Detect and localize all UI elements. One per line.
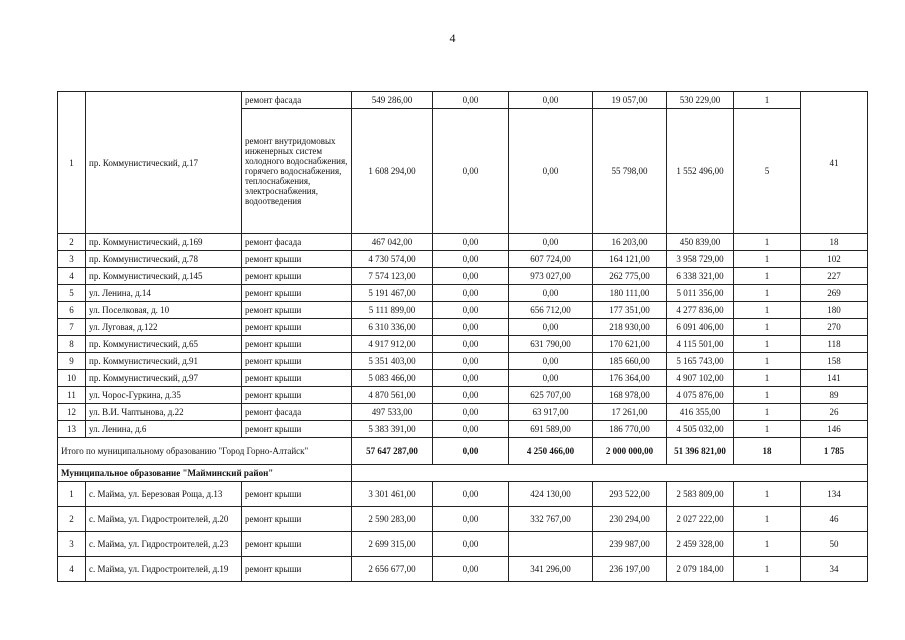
cell-address: с. Майма, ул. Гидростроителей, д.20: [86, 507, 242, 532]
cell-amount: 164 121,00: [593, 251, 667, 268]
section-empty: [352, 465, 868, 482]
cell-total-cost: 2 656 677,00: [352, 557, 433, 582]
cell-address: пр. Коммунистический, д.145: [86, 268, 242, 285]
cell-count: 1: [734, 404, 801, 421]
cell-flats: 180: [801, 302, 868, 319]
cell-amount: 424 130,00: [509, 482, 593, 507]
cell-address: пр. Коммунистический, д.91: [86, 353, 242, 370]
cell-count: 1: [734, 92, 801, 109]
cell-total-cost: 7 574 123,00: [352, 268, 433, 285]
cell-amount: 230 294,00: [593, 507, 667, 532]
cell-amount: 332 767,00: [509, 507, 593, 532]
cell-address: ул. В.И. Чаптынова, д.22: [86, 404, 242, 421]
cell-address: с. Майма, ул. Гидростроителей, д.23: [86, 532, 242, 557]
cell-amount: 185 660,00: [593, 353, 667, 370]
cell-amount: 0,00: [433, 353, 509, 370]
cell-work-type: ремонт крыши: [242, 285, 352, 302]
cell-flats: 89: [801, 387, 868, 404]
cell-address: ул. Ленина, д.6: [86, 421, 242, 438]
table-row: [58, 404, 868, 421]
cell-work-type: ремонт фасада: [242, 92, 352, 109]
cell-amount: 0,00: [509, 370, 593, 387]
cell-number: 2: [58, 234, 86, 251]
table-row: [58, 336, 868, 353]
cell-work-type: ремонт крыши: [242, 557, 352, 582]
cell-number: 13: [58, 421, 86, 438]
cell-work-type: ремонт фасада: [242, 234, 352, 251]
cell-flats: 46: [801, 507, 868, 532]
cell-amount: 293 522,00: [593, 482, 667, 507]
cell-flats: 146: [801, 421, 868, 438]
total-label: Итого по муниципальному образованию "Город Горно-Алтайск": [58, 438, 352, 465]
cell-count: 1: [734, 482, 801, 507]
cell-number: 12: [58, 404, 86, 421]
cell-count: 5: [734, 109, 801, 234]
cell-amount: 218 930,00: [593, 319, 667, 336]
cell-flats: 26: [801, 404, 868, 421]
cell-total-cost: 5 111 899,00: [352, 302, 433, 319]
cell-amount: 0,00: [433, 285, 509, 302]
cell-amount: 341 296,00: [509, 557, 593, 582]
cell-address: ул. Чорос-Гуркина, д.35: [86, 387, 242, 404]
cell-number: 7: [58, 319, 86, 336]
section-title: Муниципальное образование "Майминский район": [58, 465, 352, 482]
cell-number: 6: [58, 302, 86, 319]
cell-amount: 0,00: [433, 532, 509, 557]
cell-amount: 607 724,00: [509, 251, 593, 268]
cell-amount: 625 707,00: [509, 387, 593, 404]
cell-count: 1: [734, 532, 801, 557]
total-count: 18: [734, 438, 801, 465]
total-row: [58, 438, 868, 465]
cell-count: 1: [734, 421, 801, 438]
table-row: [58, 557, 868, 582]
cell-amount: 0,00: [433, 251, 509, 268]
cell-number: 10: [58, 370, 86, 387]
cell-work-type: ремонт крыши: [242, 251, 352, 268]
table-row: [58, 251, 868, 268]
cell-amount: 236 197,00: [593, 557, 667, 582]
cell-address: пр. Коммунистический, д.169: [86, 234, 242, 251]
cell-address: пр. Коммунистический, д.17: [86, 92, 242, 234]
cell-count: 1: [734, 336, 801, 353]
cell-flats: 34: [801, 557, 868, 582]
cell-total-cost: 4 917 912,00: [352, 336, 433, 353]
cell-flats: 118: [801, 336, 868, 353]
cell-number: 11: [58, 387, 86, 404]
table-row: [58, 387, 868, 404]
cell-total-cost: 5 083 466,00: [352, 370, 433, 387]
table-row: [58, 285, 868, 302]
cell-amount: 3 958 729,00: [667, 251, 734, 268]
table-row: [58, 507, 868, 532]
cell-flats: 158: [801, 353, 868, 370]
repair-program-table: [57, 91, 868, 582]
cell-flats: 269: [801, 285, 868, 302]
cell-address: ул. Луговая, д.122: [86, 319, 242, 336]
cell-amount: 2 027 222,00: [667, 507, 734, 532]
cell-total-cost: 3 301 461,00: [352, 482, 433, 507]
cell-amount: 0,00: [433, 387, 509, 404]
cell-amount: 0,00: [433, 404, 509, 421]
cell-work-type: ремонт крыши: [242, 370, 352, 387]
cell-amount: 176 364,00: [593, 370, 667, 387]
cell-amount: 0,00: [509, 353, 593, 370]
cell-number: 1: [58, 482, 86, 507]
cell-total-cost: 5 191 467,00: [352, 285, 433, 302]
cell-amount: 0,00: [433, 507, 509, 532]
table-row: [58, 421, 868, 438]
cell-amount: 2 459 328,00: [667, 532, 734, 557]
cell-amount: 2 583 809,00: [667, 482, 734, 507]
cell-count: 1: [734, 387, 801, 404]
cell-work-type: ремонт крыши: [242, 268, 352, 285]
cell-address: с. Майма, ул. Березовая Роща, д.13: [86, 482, 242, 507]
cell-amount: 0,00: [433, 302, 509, 319]
cell-amount: 0,00: [433, 268, 509, 285]
page-number: 4: [449, 31, 456, 45]
cell-count: 1: [734, 268, 801, 285]
total-amount: 4 250 466,00: [509, 438, 593, 465]
cell-amount: 691 589,00: [509, 421, 593, 438]
cell-total-cost: 5 383 391,00: [352, 421, 433, 438]
cell-amount: 450 839,00: [667, 234, 734, 251]
cell-flats: 227: [801, 268, 868, 285]
total-cost: 57 647 287,00: [352, 438, 433, 465]
cell-number: 8: [58, 336, 86, 353]
cell-count: 1: [734, 557, 801, 582]
cell-flats: 102: [801, 251, 868, 268]
table-row: [58, 234, 868, 251]
cell-count: 1: [734, 507, 801, 532]
cell-count: 1: [734, 302, 801, 319]
cell-total-cost: 4 870 561,00: [352, 387, 433, 404]
cell-total-cost: 467 042,00: [352, 234, 433, 251]
cell-flats: 270: [801, 319, 868, 336]
cell-amount: 1 552 496,00: [667, 109, 734, 234]
cell-flats: 141: [801, 370, 868, 387]
cell-amount: 4 907 102,00: [667, 370, 734, 387]
cell-amount: 177 351,00: [593, 302, 667, 319]
cell-amount: 168 978,00: [593, 387, 667, 404]
cell-work-type: ремонт крыши: [242, 319, 352, 336]
cell-amount: 262 775,00: [593, 268, 667, 285]
table-row: [58, 482, 868, 507]
cell-count: 1: [734, 234, 801, 251]
cell-amount: 63 917,00: [509, 404, 593, 421]
cell-count: 1: [734, 370, 801, 387]
cell-amount: 0,00: [433, 109, 509, 234]
cell-amount: 6 091 406,00: [667, 319, 734, 336]
cell-count: 1: [734, 353, 801, 370]
cell-work-type: ремонт крыши: [242, 353, 352, 370]
cell-amount: 4 075 876,00: [667, 387, 734, 404]
cell-amount: 5 011 356,00: [667, 285, 734, 302]
cell-amount: 0,00: [433, 370, 509, 387]
cell-address: пр. Коммунистический, д.78: [86, 251, 242, 268]
cell-number: 2: [58, 507, 86, 532]
cell-amount: 631 790,00: [509, 336, 593, 353]
total-amount: 2 000 000,00: [593, 438, 667, 465]
cell-amount: 16 203,00: [593, 234, 667, 251]
cell-amount: 0,00: [433, 336, 509, 353]
cell-work-type: ремонт крыши: [242, 482, 352, 507]
cell-total-cost: 2 699 315,00: [352, 532, 433, 557]
cell-number: 3: [58, 532, 86, 557]
cell-number: 4: [58, 557, 86, 582]
cell-number: 1: [58, 92, 86, 234]
cell-amount: 0,00: [509, 285, 593, 302]
cell-address: пр. Коммунистический, д.97: [86, 370, 242, 387]
cell-amount: 55 798,00: [593, 109, 667, 234]
cell-total-cost: 549 286,00: [352, 92, 433, 109]
table-row: [58, 353, 868, 370]
cell-amount: 973 027,00: [509, 268, 593, 285]
cell-amount: 2 079 184,00: [667, 557, 734, 582]
total-amount: 51 396 821,00: [667, 438, 734, 465]
cell-work-type: ремонт крыши: [242, 421, 352, 438]
cell-amount: 0,00: [509, 319, 593, 336]
cell-amount: 180 111,00: [593, 285, 667, 302]
table-row: [58, 319, 868, 336]
cell-amount: 4 115 501,00: [667, 336, 734, 353]
cell-amount: 6 338 321,00: [667, 268, 734, 285]
cell-work-type: ремонт крыши: [242, 302, 352, 319]
cell-work-type: ремонт фасада: [242, 404, 352, 421]
cell-amount: 0,00: [433, 421, 509, 438]
cell-number: 5: [58, 285, 86, 302]
cell-amount: 5 165 743,00: [667, 353, 734, 370]
cell-amount: [509, 532, 593, 557]
cell-flats: 50: [801, 532, 868, 557]
table-row: [58, 532, 868, 557]
cell-total-cost: 6 310 336,00: [352, 319, 433, 336]
table-row: [58, 268, 868, 285]
cell-amount: 0,00: [509, 109, 593, 234]
cell-number: 4: [58, 268, 86, 285]
cell-count: 1: [734, 319, 801, 336]
cell-address: пр. Коммунистический, д.65: [86, 336, 242, 353]
cell-total-cost: 4 730 574,00: [352, 251, 433, 268]
cell-amount: 239 987,00: [593, 532, 667, 557]
cell-number: 3: [58, 251, 86, 268]
cell-amount: 170 621,00: [593, 336, 667, 353]
cell-work-type: ремонт внутридомовых инженерных систем холодного водоснабжения, горячего водоснабжения, теплоснабжения, электроснабжения, водоотведения: [242, 109, 352, 234]
table-row: [58, 370, 868, 387]
cell-amount: 0,00: [433, 557, 509, 582]
cell-flats: 41: [801, 92, 868, 234]
cell-amount: 0,00: [433, 92, 509, 109]
cell-flats: 134: [801, 482, 868, 507]
cell-amount: 17 261,00: [593, 404, 667, 421]
cell-amount: 0,00: [433, 234, 509, 251]
cell-work-type: ремонт крыши: [242, 532, 352, 557]
cell-count: 1: [734, 251, 801, 268]
cell-amount: 4 277 836,00: [667, 302, 734, 319]
cell-work-type: ремонт крыши: [242, 507, 352, 532]
cell-amount: 4 505 032,00: [667, 421, 734, 438]
cell-amount: 0,00: [509, 92, 593, 109]
cell-work-type: ремонт крыши: [242, 336, 352, 353]
cell-amount: 0,00: [433, 319, 509, 336]
table-row: [58, 302, 868, 319]
total-flats: 1 785: [801, 438, 868, 465]
total-amount: 0,00: [433, 438, 509, 465]
cell-amount: 656 712,00: [509, 302, 593, 319]
cell-total-cost: 2 590 283,00: [352, 507, 433, 532]
cell-count: 1: [734, 285, 801, 302]
table-row: [58, 92, 868, 109]
cell-flats: 18: [801, 234, 868, 251]
section-header-row: [58, 465, 868, 482]
cell-number: 9: [58, 353, 86, 370]
cell-total-cost: 1 608 294,00: [352, 109, 433, 234]
cell-amount: 416 355,00: [667, 404, 734, 421]
cell-amount: 186 770,00: [593, 421, 667, 438]
cell-work-type: ремонт крыши: [242, 387, 352, 404]
cell-amount: 0,00: [509, 234, 593, 251]
cell-address: ул. Ленина, д.14: [86, 285, 242, 302]
cell-total-cost: 497 533,00: [352, 404, 433, 421]
cell-address: ул. Поселковая, д. 10: [86, 302, 242, 319]
cell-total-cost: 5 351 403,00: [352, 353, 433, 370]
cell-amount: 0,00: [433, 482, 509, 507]
cell-amount: 530 229,00: [667, 92, 734, 109]
cell-amount: 19 057,00: [593, 92, 667, 109]
cell-address: с. Майма, ул. Гидростроителей, д.19: [86, 557, 242, 582]
